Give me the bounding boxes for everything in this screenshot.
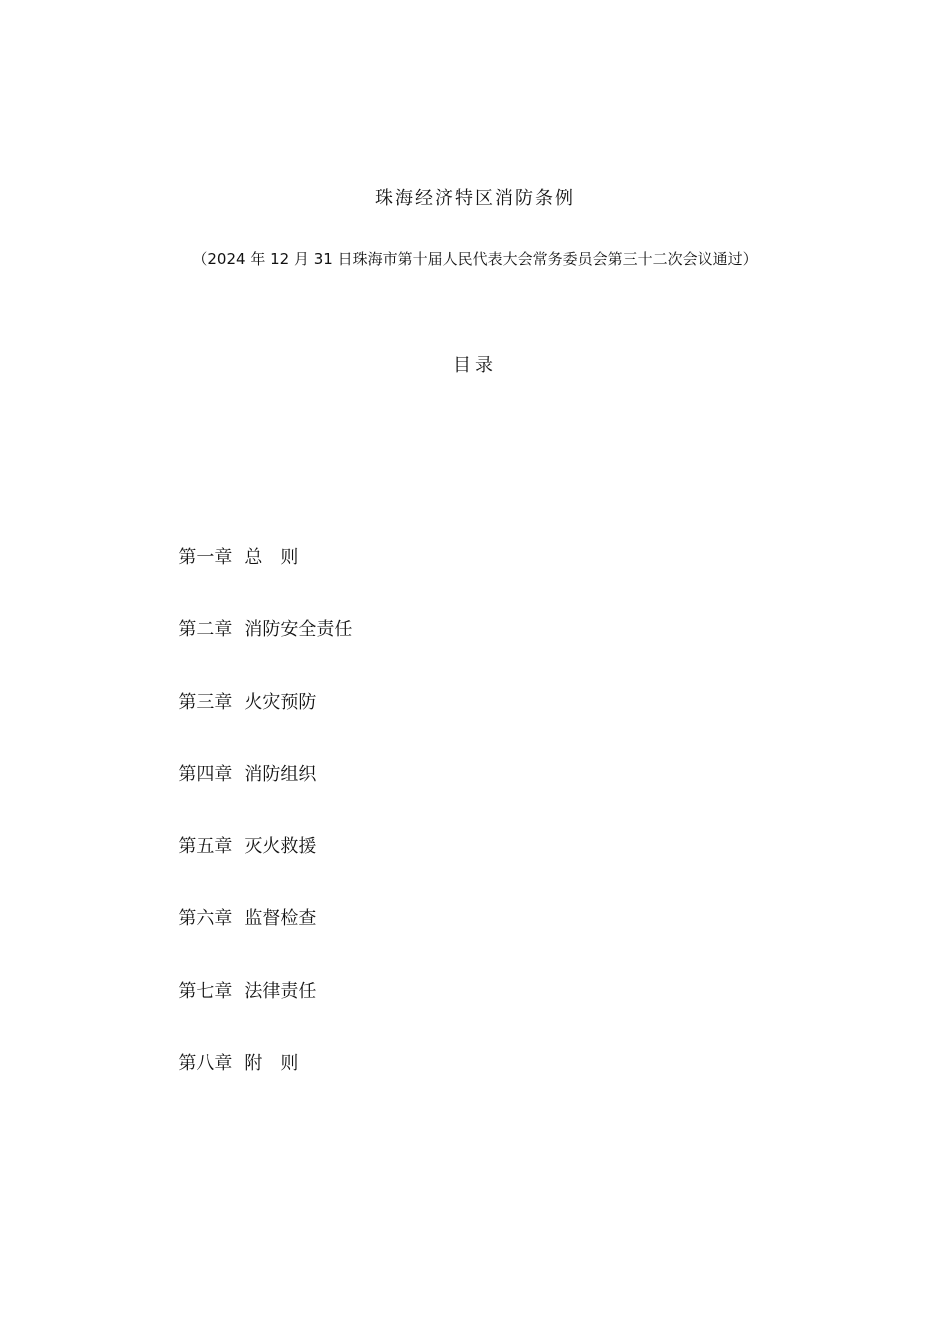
chapter-name: 监督检查	[244, 908, 317, 930]
chapter-name: 总 则	[244, 547, 299, 568]
toc-item-chapter-8	[144, 1025, 352, 1097]
chapter-number: 第三章	[178, 691, 233, 713]
chapter-number: 第五章	[178, 836, 233, 858]
chapter-number: 第六章	[178, 908, 233, 930]
chapter-number: 第一章	[178, 547, 233, 568]
table-of-contents	[144, 519, 352, 1097]
toc-item-chapter-2	[144, 591, 352, 663]
toc-item-chapter-1	[144, 519, 352, 591]
toc-item-chapter-3	[144, 664, 352, 736]
chapter-number: 第八章	[178, 1053, 233, 1075]
chapter-name: 消防安全责任	[244, 619, 353, 641]
chapter-name: 灭火救援	[244, 836, 317, 858]
chapter-number: 第四章	[178, 763, 233, 785]
chapter-name: 法律责任	[244, 980, 317, 1002]
toc-heading: 目录	[453, 355, 497, 376]
toc-item-chapter-5	[144, 808, 352, 880]
document-subtitle: （2024 年 12 月 31 日珠海市第十届人民代表大会常务委员会第三十二次会议通过）	[192, 250, 758, 268]
toc-item-chapter-4	[144, 736, 352, 808]
toc-item-chapter-6	[144, 880, 352, 952]
toc-item-chapter-7	[144, 953, 352, 1025]
chapter-number: 第二章	[178, 619, 233, 641]
chapter-name: 消防组织	[244, 763, 317, 785]
document-title: 珠海经济特区消防条例	[375, 188, 575, 209]
chapter-number: 第七章	[178, 980, 233, 1002]
chapter-name: 火灾预防	[244, 691, 317, 713]
chapter-name: 附 则	[244, 1053, 299, 1075]
